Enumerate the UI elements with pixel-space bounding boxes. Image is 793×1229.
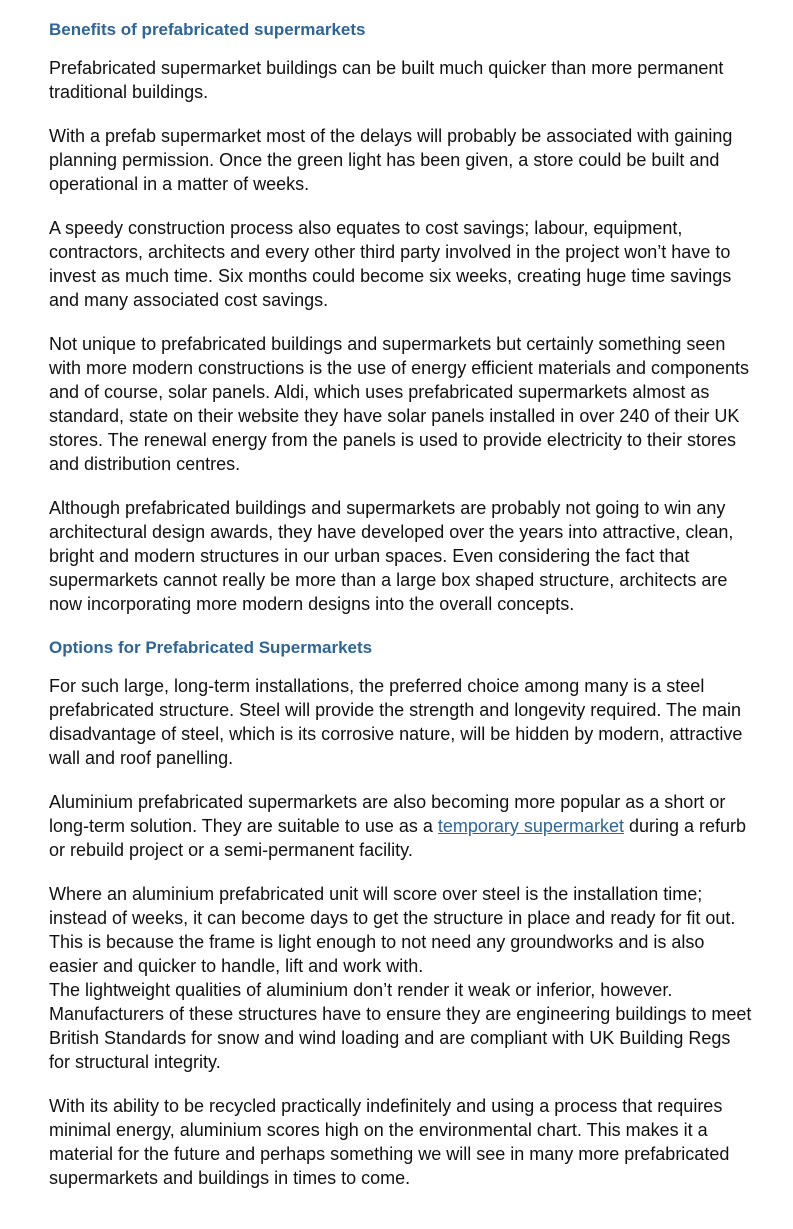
paragraph: A speedy construction process also equates to cost savings; labour, equipment, contractors, architects and every other third party involved in the project won’t have to invest as much time. Six months could become six weeks, creating huge time savings and many associated cost savings. [49,218,732,310]
paragraph: For such large, long-term installations, the preferred choice among many is a steel prefabricated structure. Steel will provide the strength and longevity required. The main disadvantage of steel, which is its corrosive nature, will be hidden by modern, attractive wall and roof panelling. [49,676,743,768]
section-heading-benefits: Benefits of prefabricated supermarkets [49,20,366,39]
paragraph: With a prefab supermarket most of the delays will probably be associated with gaining planning permission. Once the green light has been given, a store could be built and operational in a matter of weeks. [49,126,733,194]
paragraph-with-link [49,790,753,862]
section-heading-options: Options for Prefabricated Supermarkets [49,638,373,657]
paragraph: Prefabricated supermarket buildings can be built much quicker than more permanent traditional buildings. [49,58,724,102]
paragraph: Although prefabricated buildings and supermarkets are probably not going to win any architectural design awards, they have developed over the years into attractive, clean, bright and modern structures in our urban spaces. Even considering the fact that supermarkets cannot really be more than a large box shaped structure, architects are now incorporating more modern designs into the overall concepts. [49,498,734,614]
paragraph-text: during a refurb or rebuild project or a semi-permanent facility. [49,816,747,860]
temporary-supermarket-link[interactable]: temporary supermarket [437,816,624,836]
paragraph: With its ability to be recycled practically indefinitely and using a process that requires minimal energy, aluminium scores high on the environmental chart. This makes it a material for the future and perhaps something we will see in many more prefabricated supermarkets and buildings in times to come. [49,1096,730,1188]
paragraph-text: Aluminium prefabricated supermarkets are also becoming more popular as a short or long-term solution. They are suitable to use as a [49,792,726,836]
paragraph: Not unique to prefabricated buildings and supermarkets but certainly something seen with more modern constructions is the use of energy efficient materials and components and of course, solar panels. Aldi, which uses prefabricated supermarkets almost as standard, state on their website they have solar panels installed in over 240 of their UK stores. The renewal energy from the panels is used to provide electricity to their stores and distribution centres. [49,334,750,474]
paragraph: Where an aluminium prefabricated unit will score over steel is the installation time; instead of weeks, it can become days to get the structure in place and ready for fit out. This is because the frame is light enough to not need any groundworks and is also easier and quicker to handle, lift and work with. [49,884,736,976]
paragraph: The lightweight qualities of aluminium don’t render it weak or inferior, however. Manufacturers of these structures have to ensure they are engineering buildings to meet British Standards for snow and wind loading and are compliant with UK Building Regs for structural integrity. [49,980,752,1072]
